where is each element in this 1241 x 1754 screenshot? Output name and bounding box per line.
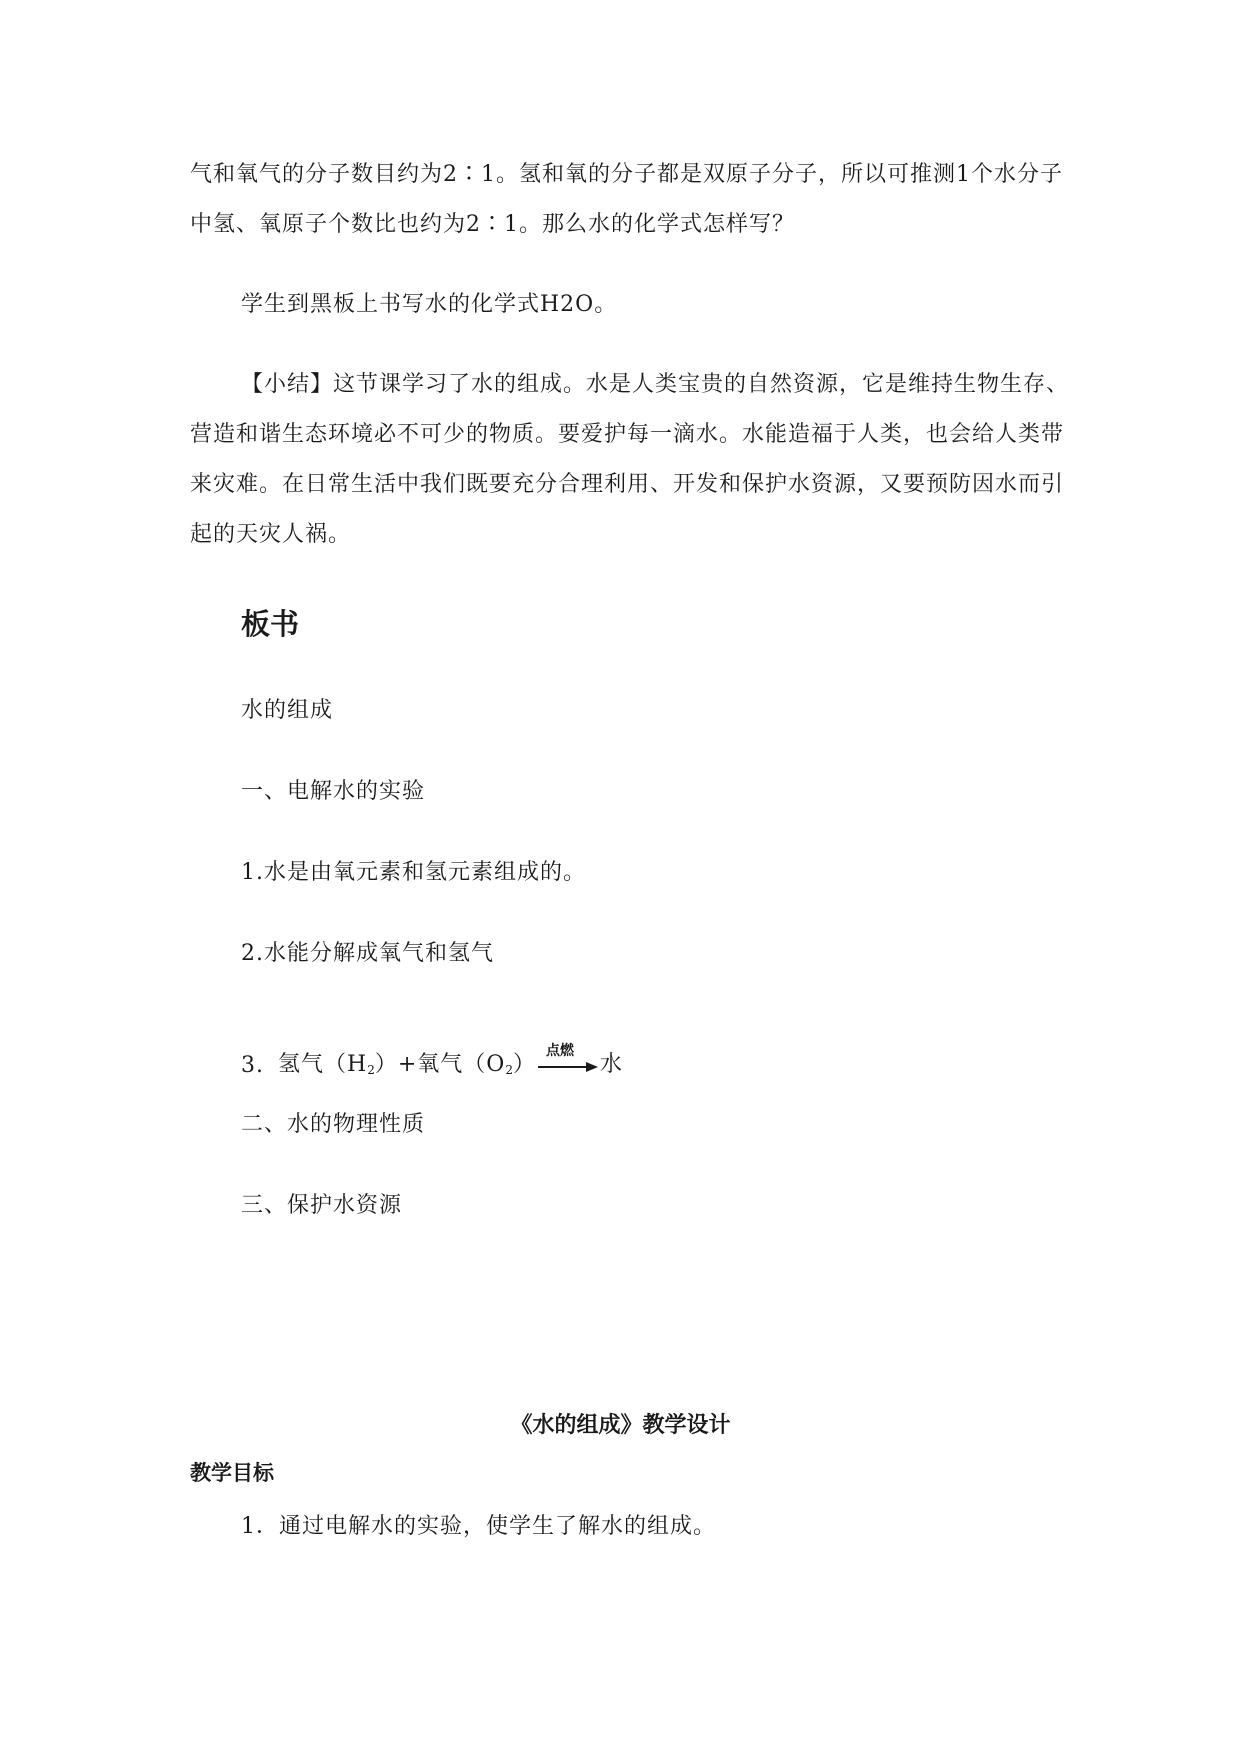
section-heading: 教学目标 (190, 1461, 274, 1485)
blackboard-heading: 板书 (241, 607, 300, 641)
summary-line: 起的天灾人祸。 (190, 522, 352, 547)
summary-line: 来灾难。在日常生活中我们既要充分合理利用、开发和保护水资源，又要预防因水而引 (190, 472, 1065, 497)
paragraph: 学生到黑板上书写水的化学式H2O。 (241, 292, 618, 317)
subscript: 2 (367, 1063, 375, 1077)
document-title: 《水的组成》教学设计 (510, 1413, 731, 1438)
reaction-arrow (538, 1040, 598, 1080)
goal-item: 1．通过电解水的实验，使学生了解水的组成。 (241, 1514, 716, 1539)
formula-product: 水 (599, 1052, 623, 1077)
blackboard-item: 三、保护水资源 (241, 1193, 403, 1218)
formula-reactant-hydrogen: 氢气（$H_2$ (278, 1052, 375, 1077)
reaction-condition: 点燃 (545, 1043, 574, 1059)
reaction-formula (241, 1040, 623, 1080)
subscript: 2 (505, 1063, 513, 1077)
blackboard-item: 1.水是由氧元素和氢元素组成的。 (241, 860, 586, 885)
formula-number: 3. (241, 1053, 264, 1078)
formula-reactant-oxygen: ）+氧气$(O_2)$ (374, 1052, 536, 1077)
summary-line: 【小结】这节课学习了水的组成。水是人类宝贵的自然资源，它是维持生物生存、 (241, 372, 1070, 397)
blackboard-title: 水的组成 (241, 698, 334, 723)
arrow-icon (538, 1062, 598, 1072)
blackboard-item: 二、水的物理性质 (241, 1112, 426, 1137)
blackboard-item: 2.水能分解成氧气和氢气 (241, 941, 494, 966)
summary-line: 营造和谐生态环境必不可少的物质。要爱护每一滴水。水能造福于人类，也会给人类带 (190, 422, 1065, 447)
paragraph-line: 气和氧气的分子数目约为2∶1。氢和氧的分子都是双原子分子，所以可推测1个水分子 (190, 162, 1063, 187)
blackboard-item: 一、电解水的实验 (241, 779, 426, 804)
paragraph-line: 中氢、氧原子个数比也约为2∶1。那么水的化学式怎样写？ (190, 212, 795, 237)
